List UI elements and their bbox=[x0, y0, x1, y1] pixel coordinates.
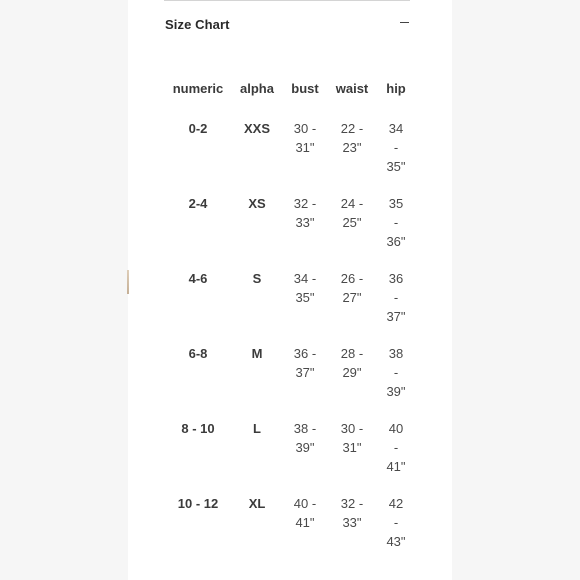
header-waist: waist bbox=[335, 81, 369, 96]
hip-separator: - bbox=[393, 515, 399, 530]
waist-range bbox=[327, 194, 377, 232]
bust-min: 32 - bbox=[293, 196, 317, 211]
hip-separator: - bbox=[393, 215, 399, 230]
alpha-size: XXS bbox=[243, 121, 270, 136]
table-row bbox=[165, 402, 415, 477]
waist-min: 24 - bbox=[340, 196, 364, 211]
waist-min: 22 - bbox=[340, 121, 364, 136]
hip-separator: - bbox=[393, 290, 399, 305]
bust-range bbox=[283, 344, 327, 382]
bust-min: 38 - bbox=[293, 421, 317, 436]
alpha-size: XS bbox=[248, 196, 266, 211]
bust-max: 31" bbox=[295, 140, 315, 155]
bust-min: 40 - bbox=[293, 496, 317, 511]
bust-range bbox=[283, 269, 327, 307]
hip-range bbox=[381, 494, 411, 551]
bust-max: 37" bbox=[295, 365, 315, 380]
hip-range bbox=[381, 344, 411, 401]
waist-max: 25" bbox=[342, 215, 362, 230]
bust-max: 39" bbox=[295, 440, 315, 455]
numeric-size: 8 - 10 bbox=[181, 421, 215, 436]
header-numeric: numeric bbox=[172, 81, 224, 96]
numeric-size: 10 - 12 bbox=[177, 496, 219, 511]
waist-range bbox=[327, 269, 377, 307]
alpha-size: L bbox=[253, 421, 261, 436]
alpha-size: XL bbox=[248, 496, 266, 511]
bust-range bbox=[283, 119, 327, 157]
hip-range bbox=[381, 194, 411, 251]
hip-separator: - bbox=[393, 365, 399, 380]
bust-range bbox=[283, 494, 327, 532]
waist-range bbox=[327, 419, 377, 457]
hip-min: 34 bbox=[388, 121, 404, 136]
table-row bbox=[165, 327, 415, 402]
size-table bbox=[165, 72, 415, 552]
bust-max: 33" bbox=[295, 215, 315, 230]
edge-mark bbox=[127, 270, 129, 294]
top-divider bbox=[164, 0, 410, 1]
waist-min: 32 - bbox=[340, 496, 364, 511]
waist-min: 30 - bbox=[340, 421, 364, 436]
hip-range bbox=[381, 419, 411, 476]
hip-max: 37" bbox=[386, 309, 406, 324]
bust-min: 36 - bbox=[293, 346, 317, 361]
hip-min: 35 bbox=[388, 196, 404, 211]
bust-min: 34 - bbox=[293, 271, 317, 286]
table-row bbox=[165, 102, 415, 177]
hip-range bbox=[381, 119, 411, 176]
alpha-size: S bbox=[252, 271, 262, 286]
header-bust: bust bbox=[291, 81, 319, 96]
hip-min: 38 bbox=[388, 346, 404, 361]
table-row bbox=[165, 477, 415, 552]
waist-min: 26 - bbox=[340, 271, 364, 286]
bust-range bbox=[283, 419, 327, 457]
waist-min: 28 - bbox=[340, 346, 364, 361]
alpha-size: M bbox=[251, 346, 263, 361]
bust-max: 35" bbox=[295, 290, 315, 305]
waist-max: 23" bbox=[342, 140, 362, 155]
hip-min: 36 bbox=[388, 271, 404, 286]
waist-max: 31" bbox=[342, 440, 362, 455]
hip-max: 43" bbox=[386, 534, 406, 549]
size-chart-title: Size Chart bbox=[165, 17, 230, 32]
hip-max: 36" bbox=[386, 234, 406, 249]
numeric-size: 0-2 bbox=[188, 121, 208, 136]
header-alpha: alpha bbox=[240, 81, 274, 96]
minus-icon[interactable] bbox=[398, 15, 412, 29]
numeric-size: 4-6 bbox=[188, 271, 208, 286]
waist-range bbox=[327, 344, 377, 382]
table-row bbox=[165, 177, 415, 252]
hip-separator: - bbox=[393, 140, 399, 155]
table-row bbox=[165, 252, 415, 327]
hip-max: 41" bbox=[386, 459, 406, 474]
hip-range bbox=[381, 269, 411, 326]
waist-range bbox=[327, 494, 377, 532]
hip-max: 35" bbox=[386, 159, 406, 174]
hip-min: 42 bbox=[388, 496, 404, 511]
waist-max: 33" bbox=[342, 515, 362, 530]
bust-max: 41" bbox=[295, 515, 315, 530]
waist-max: 29" bbox=[342, 365, 362, 380]
hip-max: 39" bbox=[386, 384, 406, 399]
waist-max: 27" bbox=[342, 290, 362, 305]
numeric-size: 6-8 bbox=[188, 346, 208, 361]
hip-min: 40 bbox=[388, 421, 404, 436]
table-header-row bbox=[165, 72, 415, 102]
numeric-size: 2-4 bbox=[188, 196, 208, 211]
header-hip: hip bbox=[386, 81, 406, 96]
hip-separator: - bbox=[393, 440, 399, 455]
bust-range bbox=[283, 194, 327, 232]
waist-range bbox=[327, 119, 377, 157]
bust-min: 30 - bbox=[293, 121, 317, 136]
